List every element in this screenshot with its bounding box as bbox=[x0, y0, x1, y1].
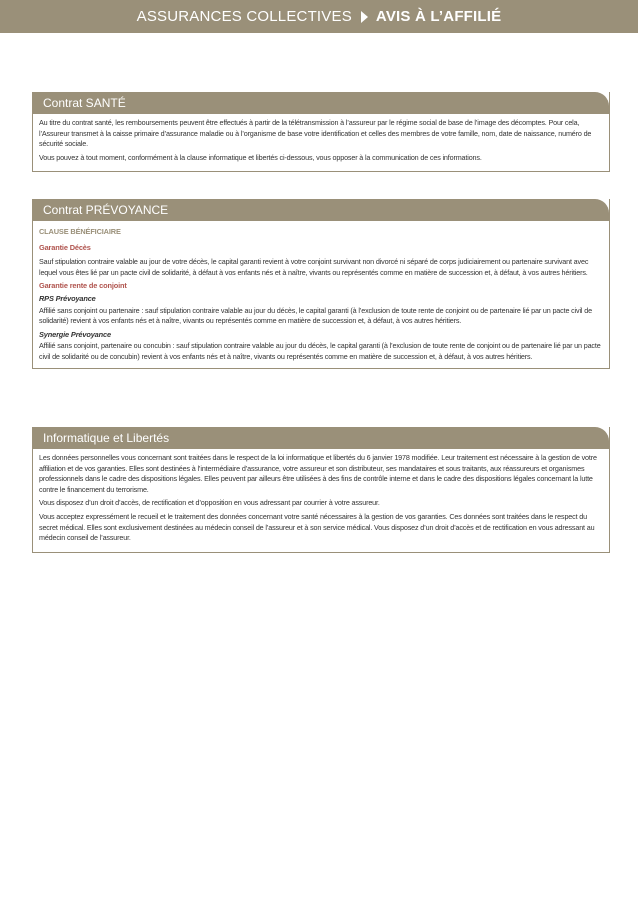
garantie-rente-title: Garantie rente de conjoint bbox=[39, 281, 127, 291]
garantie-deces-text: Sauf stipulation contraire valable au jour de votre décès, le capital garanti revient à votre conjoint survivant non divorcé ni séparé de corps judiciairement ou partenaire survivant avec lequel vous êtes lié par un pacte civil de solidarité, à défaut à vos enfants nés et à naître, vivants ou représentés comme en matière de succession et, à défaut, à vos autres héritiers. bbox=[39, 257, 589, 277]
synergie-prevoyance-text: Affilié sans conjoint, partenaire ou concubin : sauf stipulation contraire valable au jour du décès, le capital garanti (à l’exclusion de toute rente de conjoint ou de partenaire lié par un pacte civil de solidarité ou de concubin) revient à vos enfants nés et à naître, vivants ou représentés comme en matière de succession et, à défaut, à vos autres héritiers. bbox=[39, 341, 601, 361]
garantie-deces-title: Garantie Décès bbox=[39, 242, 91, 252]
informatique-paragraph-2: Vous disposez d’un droit d’accès, de rectification et d’opposition en vous adressant par courrier à votre assureur. bbox=[39, 498, 380, 508]
clause-beneficiaire-title: CLAUSE BÉNÉFICIAIRE bbox=[39, 227, 121, 236]
rps-prevoyance-title: RPS Prévoyance bbox=[39, 293, 96, 303]
rps-prevoyance-text: Affilié sans conjoint ou partenaire : sauf stipulation contraire valable au jour du décès, le capital garanti (à l’exclusion de toute rente de conjoint ou de partenaire lié par un pacte civil de solidarité) revient à vos enfants nés et à naître, vivants ou représentés comme en matière de succession et, à défaut, à vos autres héritiers. bbox=[39, 305, 592, 326]
section-informatique-body bbox=[33, 449, 609, 552]
section-sante-title: Contrat SANTÉ bbox=[33, 92, 609, 114]
section-prevoyance-body bbox=[33, 221, 609, 368]
sante-paragraph-2: Vous pouvez à tout moment, conformément à la clause informatique et libertés ci-dessous, vous opposer à la communication de ces informations. bbox=[39, 152, 482, 162]
section-sante-body bbox=[33, 114, 609, 171]
triangle-right-icon bbox=[361, 11, 368, 23]
section-prevoyance-title: Contrat PRÉVOYANCE bbox=[33, 199, 609, 221]
synergie-prevoyance-title: Synergie Prévoyance bbox=[39, 329, 111, 339]
informatique-paragraph-1: Les données personnelles vous concernant sont traitées dans le respect de la loi informatique et libertés du 6 janvier 1978 modifiée. Leur traitement est nécessaire à la gestion de votre affiliation et de vos garanties. Elles sont destinées à l’intermédiaire d’assurance, votre assureur et son distributeur, ses mandataires et sous traitants, aux réassureurs et organismes professionnels dans le cadre des dispositions légales. Elles peuvent par ailleurs être utilisées à des fins de contrôle interne et dans le cadre des dispositions légales concernant la lutte contre le financement du terrorisme. bbox=[39, 453, 597, 494]
page-header bbox=[0, 0, 638, 33]
header-prefix: ASSURANCES COLLECTIVES bbox=[136, 8, 352, 25]
sante-paragraph-1: Au titre du contrat santé, les remboursements peuvent être effectués à partir de la télétransmission à l’assureur par le régime social de base de l’image des décomptes. Pour cela, l’Assureur transmet à la caisse primaire d’assurance maladie ou à l’organisme de base votre identification et celles des membres de votre famille, nom, date de naissance, numéro de sécurité sociale. bbox=[39, 118, 592, 149]
section-informatique bbox=[32, 427, 610, 553]
informatique-paragraph-3: Vous acceptez expressément le recueil et le traitement des données concernant votre santé nécessaires à la gestion de vos garanties. Ces données sont traitées dans le respect du secret médical. Elles sont exclusivement destinées au médecin conseil de l’assureur et à son service médical. Vous disposez d’un droit d’accès et de rectification en vous adressant au médecin conseil de l’assureur. bbox=[39, 511, 595, 543]
section-sante bbox=[32, 92, 610, 172]
header-title: AVIS À L’AFFILIÉ bbox=[375, 8, 502, 25]
section-prevoyance bbox=[32, 199, 610, 369]
section-informatique-title: Informatique et Libertés bbox=[33, 427, 609, 449]
